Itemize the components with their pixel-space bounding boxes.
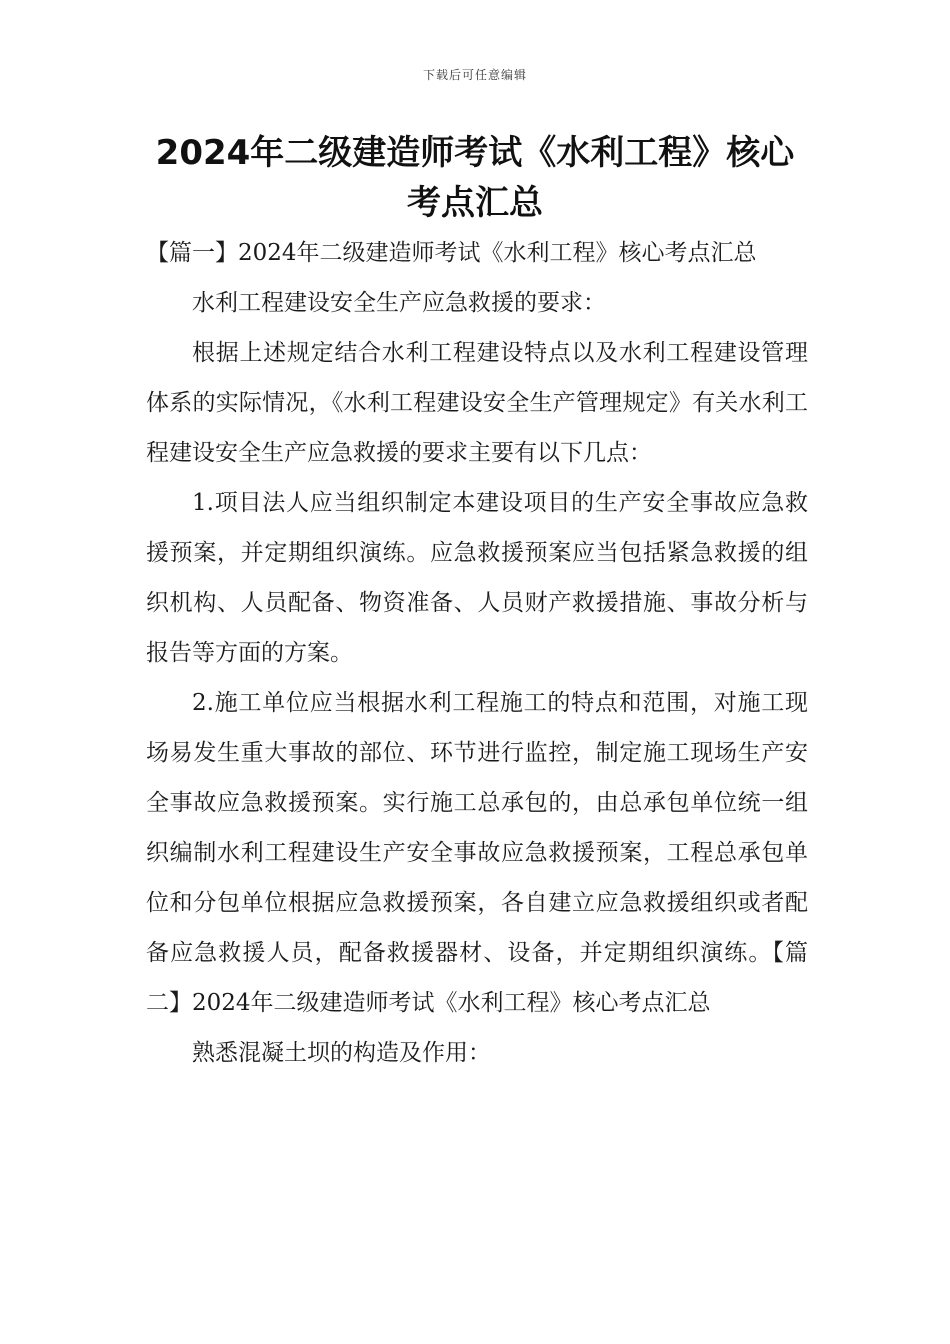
paragraph-item-2: 2.施工单位应当根据水利工程施工的特点和范围，对施工现场易发生重大事故的部位、环节进行监控，制定施工现场生产安全事故应急救援预案。实行施工总承包的，由总承包单位统一组织编制水利工程建设生产安全事故应急救援预案，工程总承包单位和分包单位根据应急救援预案，各自建立应急救援组织或者配备应急救援人员，配备救援器材、设备，并定期组织演练。【篇二】2024年二级建造师考试《水利工程》核心考点汇总 xyxy=(146,690,808,1016)
document-title xyxy=(140,128,810,228)
paragraph-item-1: 1.项目法人应当组织制定本建设项目的生产安全事故应急救援预案，并定期组织演练。应急救援预案应当包括紧急救援的组织机构、人员配备、物资准备、人员财产救援措施、事故分析与报告等方面的方案。 xyxy=(146,490,808,666)
title-line-2: 考点汇总 xyxy=(407,183,543,223)
header-note: 下载后可任意编辑 xyxy=(422,68,527,82)
paragraph-dam-heading: 熟悉混凝土坝的构造及作用： xyxy=(192,1040,491,1066)
paragraph-intro: 根据上述规定结合水利工程建设特点以及水利工程建设管理体系的实际情况，《水利工程建设安全生产管理规定》有关水利工程建设安全生产应急救援的要求主要有以下几点： xyxy=(146,340,808,466)
title-line-1: 2024年二级建造师考试《水利工程》核心 xyxy=(155,133,795,173)
section-heading-1: 【篇一】2024年二级建造师考试《水利工程》核心考点汇总 xyxy=(146,240,757,266)
document-body xyxy=(146,228,808,1078)
paragraph-requirements-heading: 水利工程建设安全生产应急救援的要求： xyxy=(192,290,606,316)
